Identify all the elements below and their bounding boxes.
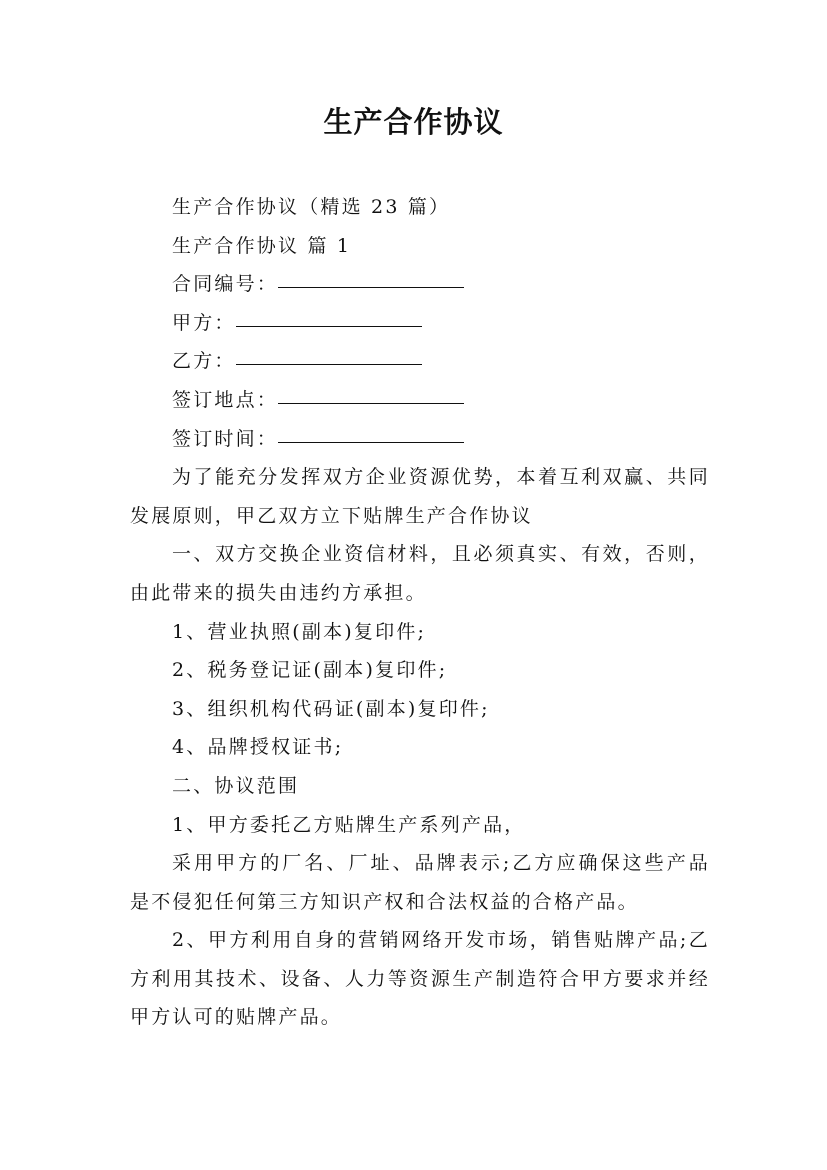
clause-2-item-1-detail: 采用甲方的厂名、厂址、品牌表示;乙方应确保这些产品是不侵犯任何第三方知识产权和合法权益的合格产品。	[130, 852, 710, 913]
document-title: 生产合作协议	[323, 105, 504, 139]
party-b-field	[130, 342, 710, 381]
clause-2-item-2: 2、甲方利用自身的营销网络开发市场，销售贴牌产品;乙方利用其技术、设备、人力等资源生产制造符合甲方要求并经甲方认可的贴牌产品。	[130, 929, 710, 1029]
signing-place-label: 签订地点：	[172, 388, 279, 411]
party-b-blank	[236, 344, 422, 365]
signing-place-blank	[278, 383, 464, 404]
party-b-label: 乙方：	[172, 350, 236, 373]
contract-number-field	[130, 265, 710, 304]
party-a-label: 甲方：	[172, 311, 236, 334]
party-a-blank	[236, 306, 422, 327]
signing-time-field	[130, 420, 710, 459]
clause-2-item-1: 1、甲方委托乙方贴牌生产系列产品，	[172, 813, 526, 836]
section-heading: 生产合作协议 篇 1	[172, 234, 352, 257]
signing-time-label: 签订时间：	[172, 427, 279, 450]
clause-2-heading: 二、协议范围	[172, 774, 300, 797]
intro-paragraph: 为了能充分发挥双方企业资源优势，本着互利双赢、共同发展原则，甲乙双方立下贴牌生产合作协议	[130, 466, 710, 527]
party-a-field	[130, 304, 710, 343]
signing-place-field	[130, 381, 710, 420]
document-body	[130, 188, 710, 1037]
contract-number-label: 合同编号：	[172, 273, 279, 296]
clause-1-item-2: 2、税务登记证(副本)复印件;	[172, 659, 448, 682]
clause-1-paragraph: 一、双方交换企业资信材料，且必须真实、有效，否则，由此带来的损失由违约方承担。	[130, 543, 710, 604]
contract-number-blank	[278, 267, 464, 288]
clause-1-item-3: 3、组织机构代码证(副本)复印件;	[172, 697, 490, 720]
clause-1-item-1: 1、营业执照(副本)复印件;	[172, 620, 427, 643]
signing-time-blank	[278, 422, 464, 443]
document-subtitle: 生产合作协议（精选 23 篇）	[172, 196, 451, 218]
clause-1-item-4: 4、品牌授权证书;	[172, 736, 344, 759]
